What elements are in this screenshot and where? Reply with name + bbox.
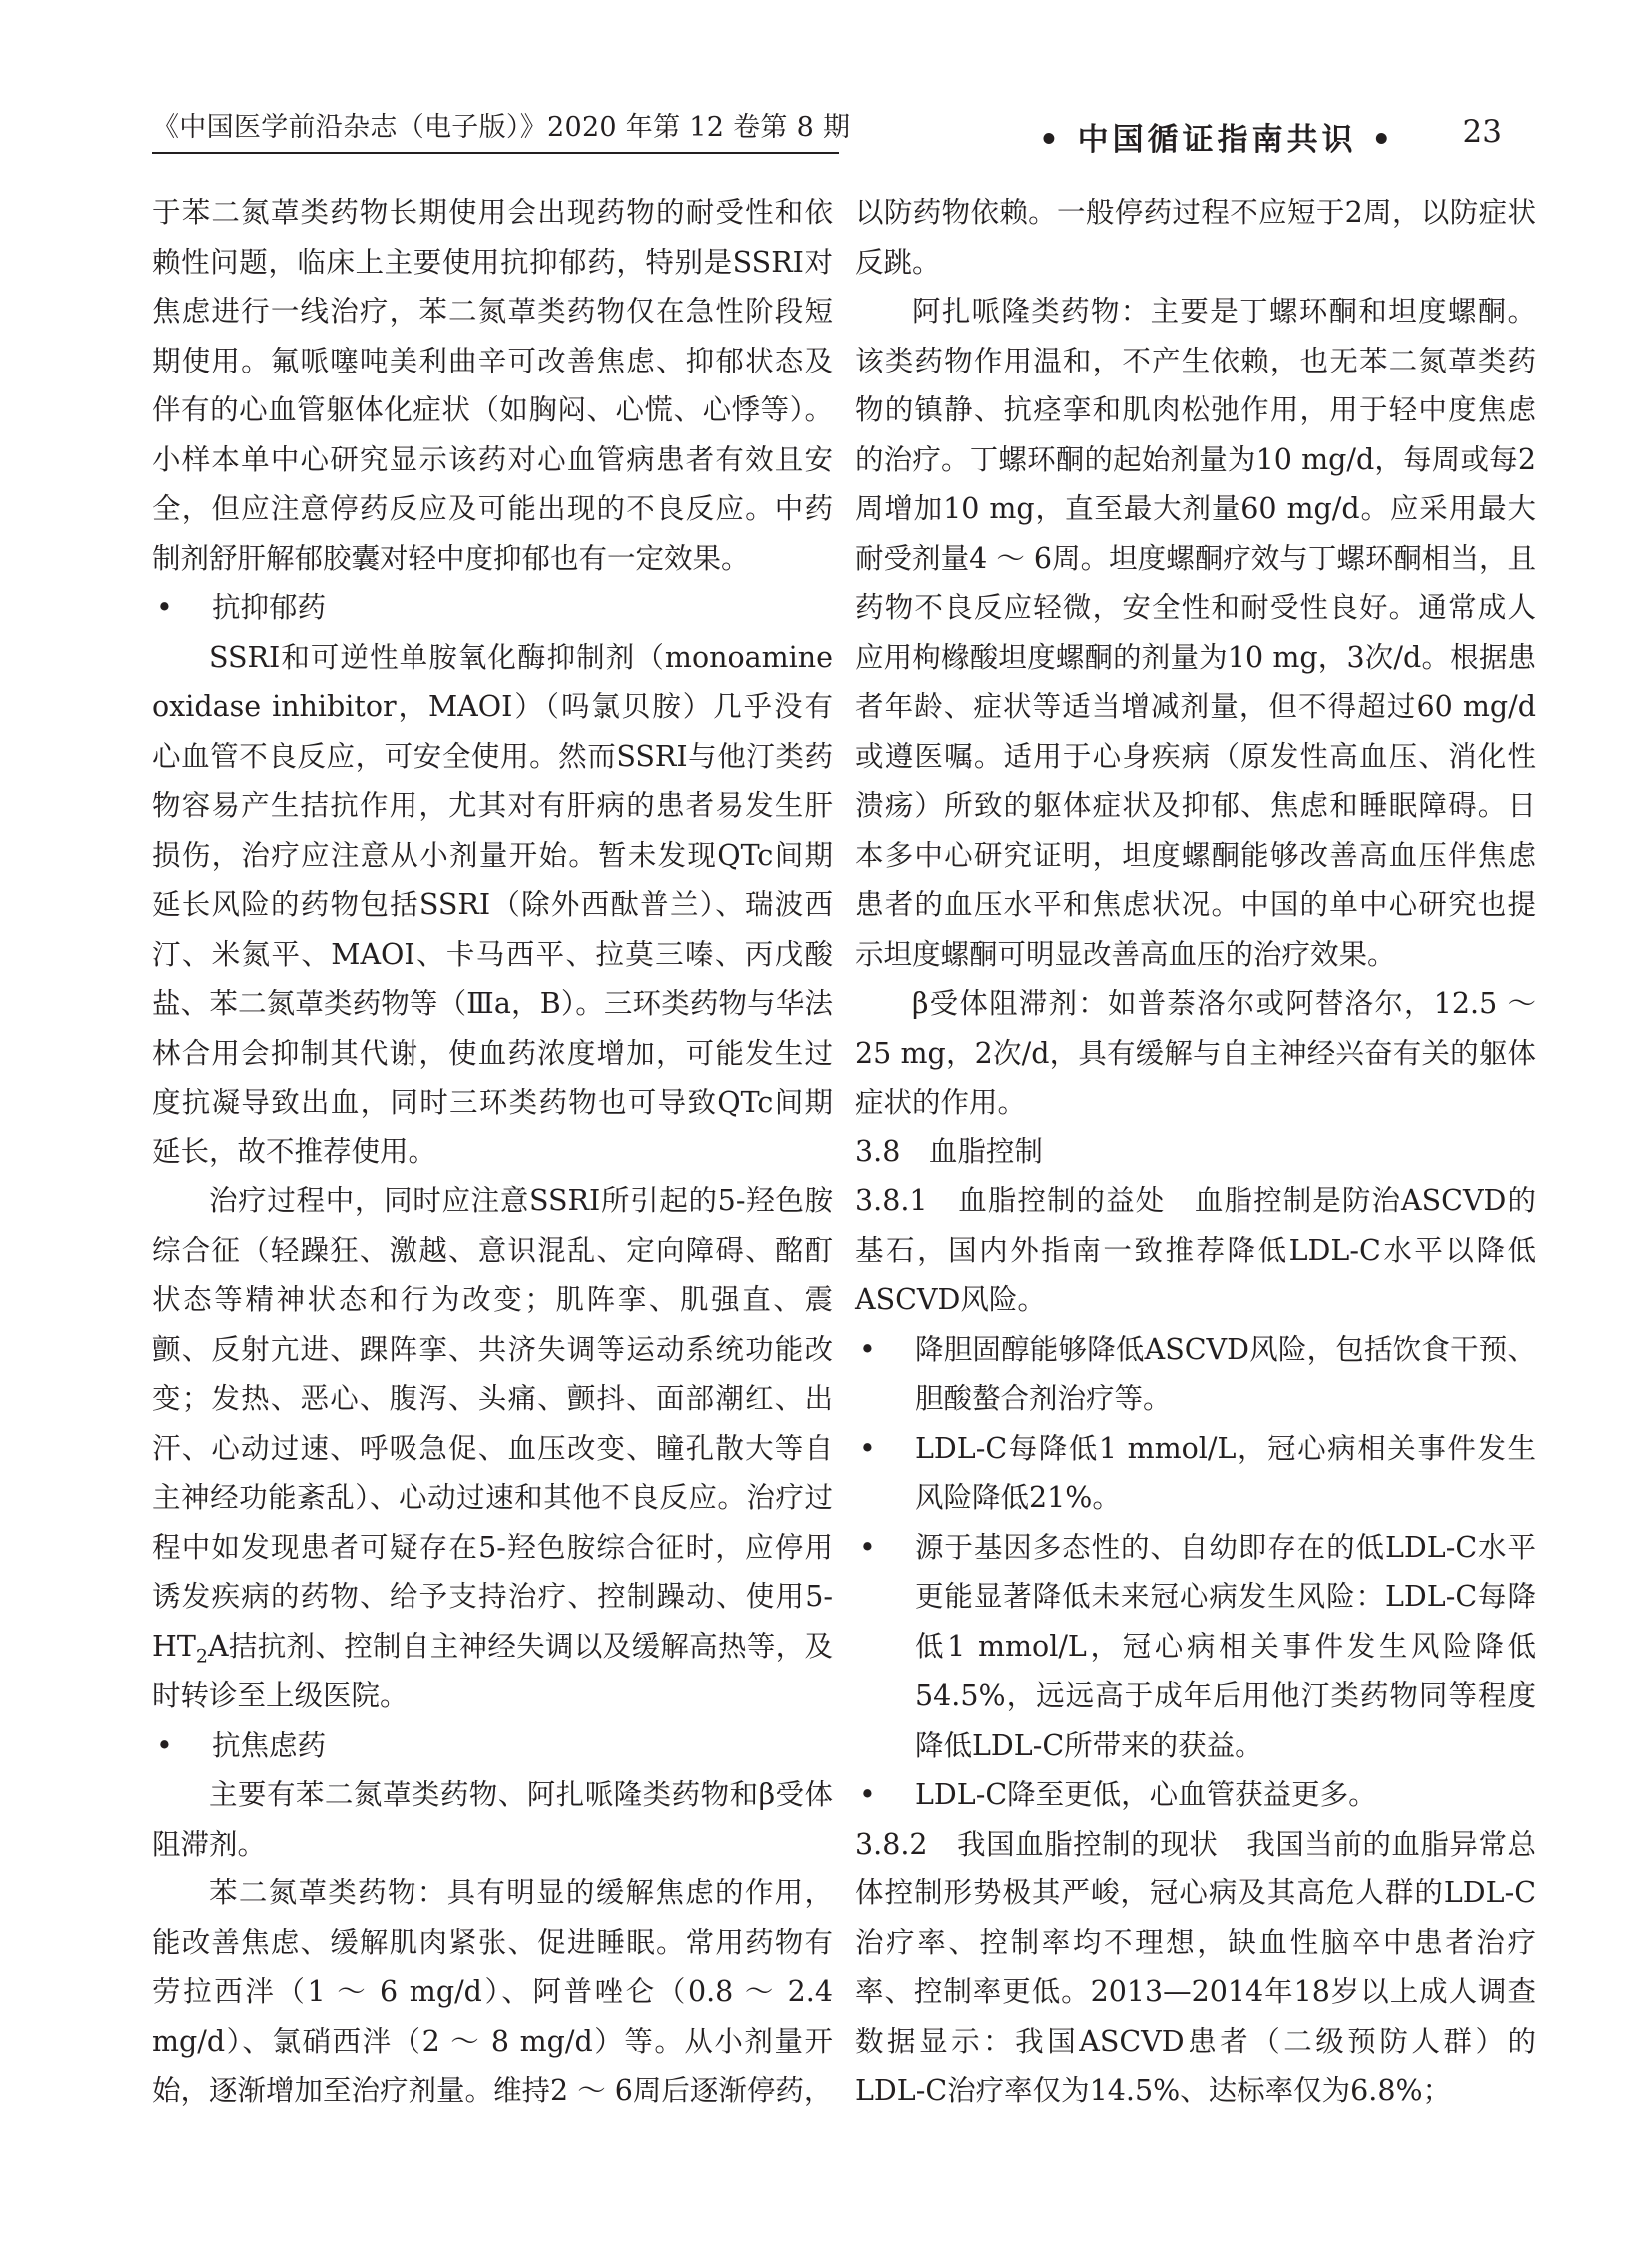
bullet-heading bbox=[152, 1721, 833, 1771]
list-item-text: 源于基因多态性的、自幼即存在的低LDL-C水平更能显著降低未来冠心病发生风险：LDL-C每降低1 mmol/L，冠心病相关事件发生风险降低54.5%，远远高于成年后用他汀类药物同等程度降低LDL-C所带来的获益。 bbox=[915, 1530, 1536, 1762]
left-column bbox=[152, 188, 833, 2116]
paragraph-text: A拮抗剂、控制自主神经失调以及缓解高热等，及时转诊至上级医院。 bbox=[152, 1629, 833, 1712]
page-number: 23 bbox=[1462, 114, 1502, 150]
paragraph: β受体阻滞剂：如普萘洛尔或阿替洛尔，12.5 ～ 25 mg，2次/d，具有缓解与自主神经兴奋有关的躯体症状的作用。 bbox=[855, 987, 1536, 1119]
list-item bbox=[855, 1325, 1536, 1424]
paragraph: SSRI和可逆性单胺氧化酶抑制剂（monoamine oxidase inhibitor，MAOI）（吗氯贝胺）几乎没有心血管不良反应，可安全使用。然而SSRI与他汀类药物容易产生拮抗作用，尤其对有肝病的患者易发生肝损伤，治疗应注意从小剂量开始。暂未发现QTc间期延长风险的药物包括SSRI（除外西酞普兰）、瑞波西汀、米氮平、MAOI、卡马西平、拉莫三嗪、丙戊酸盐、苯二氮䓬类药物等（Ⅲa，B）。三环类药物与华法林合用会抑制其代谢，使血药浓度增加，可能发生过度抗凝导致出血，同时三环类药物也可导致QTc间期延长，故不推荐使用。 bbox=[152, 640, 833, 1168]
bullet-heading-text: 抗抑郁药 bbox=[212, 591, 327, 624]
bullet-dot: • bbox=[859, 1530, 876, 1564]
bullet-dot: • bbox=[859, 1778, 876, 1811]
subscript: 2 bbox=[195, 1645, 208, 1668]
paragraph-text: 血脂控制是防治ASCVD的基石，国内外指南一致推荐降低LDL-C水平以降低ASCVD风险。 bbox=[855, 1184, 1536, 1316]
section-heading: 3.8 血脂控制 bbox=[855, 1134, 1043, 1168]
section-header bbox=[1039, 114, 1502, 159]
bullet-heading-text: 抗焦虑药 bbox=[212, 1728, 327, 1762]
paragraph: 阿扎哌隆类药物：主要是丁螺环酮和坦度螺酮。该类药物作用温和，不产生依赖，也无苯二氮䓬类药物的镇静、抗痉挛和肌肉松弛作用，用于轻中度焦虑的治疗。丁螺环酮的起始剂量为10 mg/d，每周或每2周增加10 mg，直至最大剂量60 mg/d。应采用最大耐受剂量4 ～ 6周。坦度螺酮疗效与丁螺环酮相当，且药物不良反应轻微，安全性和耐受性良好。通常成人应用枸橼酸坦度螺酮的剂量为10 mg，3次/d。根据患者年龄、症状等适当增减剂量，但不得超过60 mg/d或遵医嘱。适用于心身疾病（原发性高血压、消化性溃疡）所致的躯体症状及抑郁、焦虑和睡眠障碍。日本多中心研究证明，坦度螺酮能够改善高血压伴焦虑患者的血压水平和焦虑状况。中国的单中心研究也提示坦度螺酮可明显改善高血压的治疗效果。 bbox=[855, 295, 1536, 971]
paragraph bbox=[152, 1176, 833, 1721]
subsection-paragraph bbox=[855, 1820, 1536, 2116]
section-title: • 中国循证指南共识 • bbox=[1039, 122, 1396, 158]
paragraph-text: 治疗过程中，同时应注意SSRI所引起的5-羟色胺综合征（轻躁狂、激越、意识混乱、定向障碍、酩酊状态等精神状态和行为改变；肌阵挛、肌强直、震颤、反射亢进、踝阵挛、共济失调等运动系统功能改变；发热、恶心、腹泻、头痛、颤抖、面部潮红、出汗、心动过速、呼吸急促、血压改变、瞳孔散大等自主神经功能紊乱）、心动过速和其他不良反应。治疗过程中如发现患者可疑存在5-羟色胺综合征时，应停用诱发疾病的药物、给予支持治疗、控制躁动、使用5-HT bbox=[152, 1184, 833, 1663]
bullet-dot: • bbox=[859, 1431, 876, 1465]
paragraph: 以防药物依赖。一般停药过程不应短于2周，以防症状反跳。 bbox=[855, 196, 1536, 279]
paragraph: 苯二氮䓬类药物：具有明显的缓解焦虑的作用，能改善焦虑、缓解肌肉紧张、促进睡眠。常用药物有劳拉西泮（1 ～ 6 mg/d）、阿普唑仑（0.8 ～ 2.4 mg/d）、氯硝西泮（2 ～ 8 mg/d）等。从小剂量开始，逐渐增加至治疗剂量。维持2 ～ 6周后逐渐停药， bbox=[152, 1876, 833, 2107]
bullet-dot: • bbox=[156, 591, 173, 624]
list-item bbox=[855, 1770, 1536, 1820]
list-item bbox=[855, 1424, 1536, 1523]
subsection-paragraph bbox=[855, 1176, 1536, 1325]
list-item-text: LDL-C每降低1 mmol/L，冠心病相关事件发生风险降低21%。 bbox=[915, 1431, 1536, 1514]
paragraph: 于苯二氮䓬类药物长期使用会出现药物的耐受性和依赖性问题，临床上主要使用抗抑郁药，特别是SSRI对焦虑进行一线治疗，苯二氮䓬类药物仅在急性阶段短期使用。氟哌噻吨美利曲辛可改善焦虑、抑郁状态及伴有的心血管躯体化症状（如胸闷、心慌、心悸等）。小样本单中心研究显示该药对心血管病患者有效且安全，但应注意停药反应及可能出现的不良反应。中药制剂舒肝解郁胶囊对轻中度抑郁也有一定效果。 bbox=[152, 196, 833, 575]
subsection-heading: 3.8.1 血脂控制的益处 bbox=[855, 1184, 1166, 1217]
paragraph-text: 我国当前的血脂异常总体控制形势极其严峻，冠心病及其高危人群的LDL-C治疗率、控制率均不理想，缺血性脑卒中患者治疗率、控制率更低。2013—2014年18岁以上成人调查数据显示：我国ASCVD患者（二级预防人群）的LDL-C治疗率仅为14.5%、达标率仅为6.8%； bbox=[855, 1827, 1536, 2107]
list-item-text: LDL-C降至更低，心血管获益更多。 bbox=[915, 1778, 1377, 1811]
subsection-heading: 3.8.2 我国血脂控制的现状 bbox=[855, 1827, 1219, 1861]
list-item bbox=[855, 1523, 1536, 1771]
paragraph: 主要有苯二氮䓬类药物、阿扎哌隆类药物和β受体阻滞剂。 bbox=[152, 1778, 833, 1861]
bullet-dot: • bbox=[859, 1332, 876, 1366]
bullet-dot: • bbox=[156, 1728, 173, 1762]
journal-header: 《中国医学前沿杂志（电子版）》2020 年第 12 卷第 8 期 bbox=[152, 108, 839, 154]
bullet-heading bbox=[152, 583, 833, 633]
list-item-text: 降胆固醇能够降低ASCVD风险，包括饮食干预、胆酸螯合剂治疗等。 bbox=[915, 1332, 1536, 1415]
right-column bbox=[855, 188, 1536, 2116]
